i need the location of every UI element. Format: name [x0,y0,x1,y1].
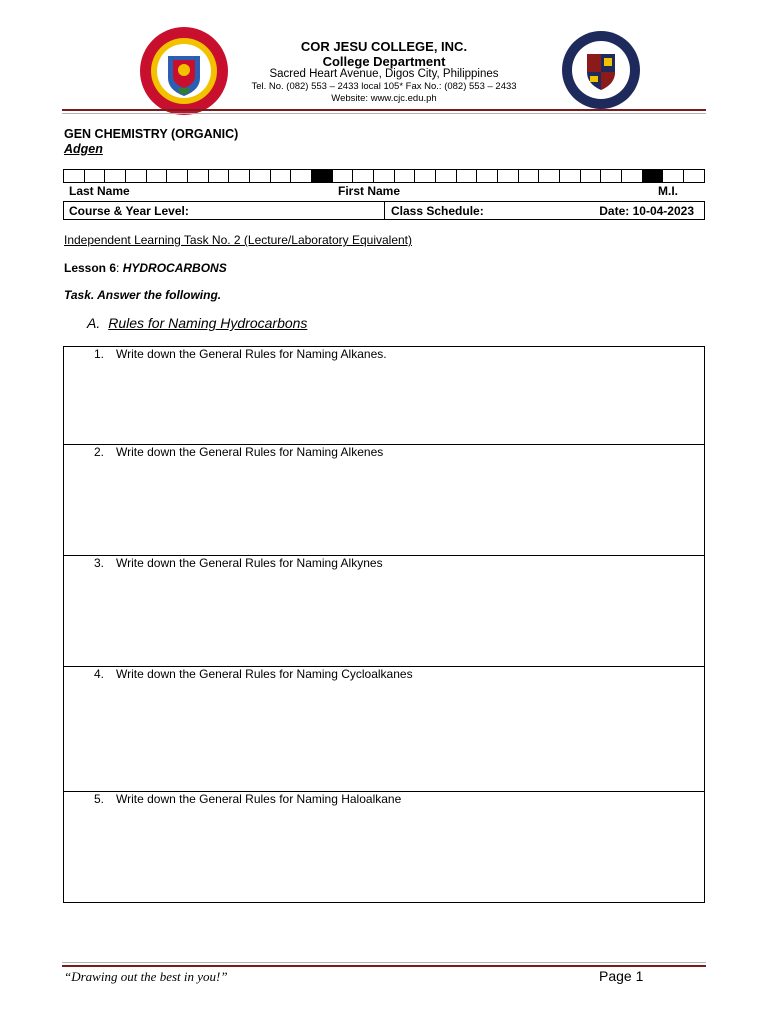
school-address: Sacred Heart Avenue, Digos City, Philippines [269,68,499,80]
course-schedule-row[interactable] [63,201,705,220]
question-row[interactable] [64,792,704,902]
date-label: Date: 10-04-2023 [599,204,694,218]
lesson-heading [64,261,227,275]
name-letter-boxes[interactable] [63,169,705,183]
question-row[interactable] [64,667,704,792]
last-name-label: Last Name [69,184,130,198]
section-heading [87,315,307,331]
task-instruction: Task. Answer the following. [64,288,222,302]
header-rule-thin [62,113,706,114]
name-labels-row [63,183,705,200]
footer-motto: “Drawing out the best in you!” [64,969,228,984]
middle-initial-label: M.I. [658,184,678,198]
lesson-separator: : [116,261,123,275]
department-seal-logo [554,30,649,110]
first-name-label: First Name [338,184,401,198]
question-row[interactable] [64,556,704,667]
lesson-topic: HYDROCARBONS [122,261,227,275]
school-website: Website: www.cjc.edu.ph [331,93,437,104]
question-text: 2. Write down the General Rules for Naming Alkenes [94,445,384,459]
contact-numbers: Tel. No. (082) 553 – 2433 local 105* Fax No.: (082) 553 – 2433 [251,81,517,92]
footer-rule-thin [62,962,706,963]
college-seal-logo [138,26,230,116]
course-year-label: Course & Year Level: [69,204,189,218]
department-name: College Department [322,54,446,69]
question-text: 1. Write down the General Rules for Naming Alkanes. [94,347,387,361]
class-schedule-label: Class Schedule: [391,204,484,218]
school-name: COR JESU COLLEGE, INC. [300,39,468,54]
question-text: 3. Write down the General Rules for Naming Alkynes [94,556,383,570]
lesson-number: Lesson 6 [64,261,117,275]
question-text: 4. Write down the General Rules for Naming Cycloalkanes [94,667,413,681]
question-text: 5. Write down the General Rules for Naming Haloalkane [94,792,402,806]
section-title: Rules for Naming Hydrocarbons [108,315,308,331]
subject-title: GEN CHEMISTRY (ORGANIC) [64,127,239,141]
footer-rule [62,965,706,967]
question-row[interactable] [64,347,704,445]
section-letter: A. [87,315,101,331]
questions-table [63,346,705,903]
instructor-name: Adgen [64,142,103,156]
page-number: Page 1 [599,968,644,984]
header-rule [62,109,706,111]
task-heading: Independent Learning Task No. 2 (Lecture/Laboratory Equivalent) [64,233,413,247]
question-row[interactable] [64,445,704,556]
